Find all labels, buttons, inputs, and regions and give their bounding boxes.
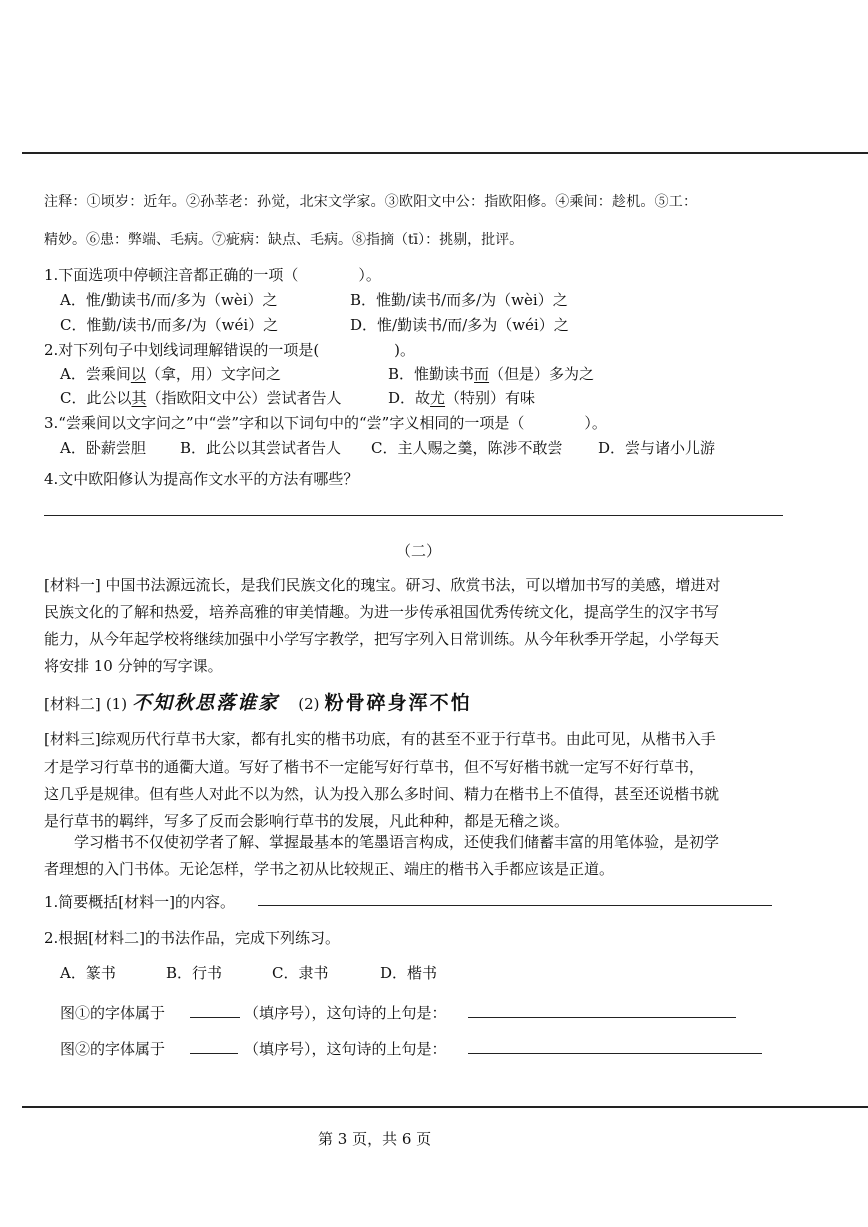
calligraphy-work-2: 粉骨碎身浑不怕 [324,692,472,714]
figure-1-prompt: 图①的字体属于 [60,1004,166,1022]
calligraphy-work-1: 不知秋思落谁家 [132,692,280,714]
material-2-label: [材料二] [44,695,101,713]
material-3-line-2: 才是学习行草书的通衢大道。写好了楷书不一定能写好行草书，但不写好楷书就一定写不好行草书， [44,758,705,776]
question-2-option-b [388,363,594,384]
option-c-gloss: （指欧阳文中公）尝试者告人 [146,389,342,407]
question-4-stem: 4.文中欧阳修认为提高作文水平的方法有哪些？ [44,470,359,488]
question-2-option-c [60,387,342,408]
script-option-b: B．行书 [166,964,223,982]
material-3-line-4: 是行草书的羁绊，写多了反而会影响行草书的发展，凡此种种，都是无稽之谈。 [44,812,570,830]
script-option-a: A．篆书 [60,964,116,982]
question-1-option-d: D．惟/勤读书/而/多为（wéi）之 [350,316,569,334]
notes-line-2: 精妙。⑥患：弊端、毛病。⑦疵病：缺点、毛病。⑧指摘（tī）：挑剔，批评。 [44,232,524,248]
material-3-line-3: 这几乎是规律。但有些人对此不以为然，认为投入那么多时间、精力在楷书上不值得，甚至还说楷书就 [44,785,720,803]
underlined-word: 而 [474,365,490,383]
figure-2-prompt: 图②的字体属于 [60,1040,166,1058]
figure-2-poem-blank[interactable] [468,1053,762,1054]
script-option-c: C．隶书 [272,964,329,982]
answer-line-1[interactable] [258,905,772,906]
question-2-option-d [388,387,535,408]
question-3-option-a: A．卧薪尝胆 [60,439,146,457]
question-1-option-b: B．惟勤/读书/而多/为（wèi）之 [350,291,568,309]
part-2-question-1-stem: 1.简要概括[材料一]的内容。 [44,893,236,911]
option-a-text: A．尝乘间 [60,365,131,383]
material-2-item-1-num: (1) [105,695,128,713]
question-1-stem: 1.下面选项中停顿注音都正确的一项（ ）。 [44,266,381,284]
section-divider [44,515,783,516]
option-b-gloss: （但是）多为之 [489,365,595,383]
part-2-question-2-stem: 2.根据[材料二]的书法作品，完成下列练习。 [44,929,341,947]
material-3-line-6: 者理想的入门书体。无论怎样，学书之初从比较规正、端庄的楷书入手都应该是正道。 [44,860,615,878]
figure-2-prompt-mid: （填序号），这句诗的上句是： [244,1040,447,1058]
question-1-option-a: A．惟/勤读书/而/多为（wèi）之 [60,291,278,309]
figure-2-number-blank[interactable] [190,1053,238,1054]
question-3-option-b: B．此公以其尝试者告人 [180,439,342,457]
material-1-line-3: 能力，从今年起学校将继续加强中小学写字教学，把写字列入日常训练。从今年秋季开学起，小学每天 [44,630,720,648]
underlined-word: 尤 [430,389,446,407]
question-3-option-d: D．尝与诸小儿游 [598,439,716,457]
top-rule [22,152,868,154]
question-3-stem: 3.“尝乘间以文字问之”中“尝”字和以下词句中的“尝”字义相同的一项是（ ）。 [44,414,607,432]
option-a-gloss: （拿，用）文字问之 [145,365,281,383]
option-b-text: B．惟勤读书 [388,365,475,383]
material-1-line-2: 民族文化的了解和热爱，培养高雅的审美情趣。为进一步传承祖国优秀传统文化，提高学生的汉字书写 [44,603,720,621]
question-1-option-c: C．惟勤/读书/而多/为（wéi）之 [60,316,279,334]
material-2 [44,688,472,715]
page-number: 第 3 页，共 6 页 [318,1130,432,1148]
material-1-line-4: 将安排 10 分钟的写字课。 [44,657,223,675]
section-2-title: （二） [396,542,442,560]
figure-1-poem-blank[interactable] [468,1017,736,1018]
underlined-word: 以 [130,365,146,383]
underlined-word: 其 [131,389,147,407]
option-d-gloss: （特别）有味 [445,389,536,407]
material-3-line-5: 学习楷书不仅使初学者了解、掌握最基本的笔墨语言构成，还使我们储蓄丰富的用笔体验，是初学 [74,833,720,851]
option-d-text: D．故 [388,389,431,407]
question-3-option-c: C．主人赐之羹，陈涉不敢尝 [371,439,563,457]
material-2-item-2-num: (2) [298,695,320,713]
bottom-rule [22,1106,868,1108]
question-2-option-a [60,363,281,384]
material-1-line-1: [材料一] 中国书法源远流长，是我们民族文化的瑰宝。研习、欣赏书法，可以增加书写的美感，增进对 [44,576,721,594]
notes-line-1: 注释：①顷岁：近年。②孙莘老：孙觉，北宋文学家。③欧阳文中公：指欧阳修。④乘间：趁机。⑤工： [44,194,698,210]
figure-1-number-blank[interactable] [190,1017,240,1018]
material-3-line-1: [材料三]综观历代行草书大家，都有扎实的楷书功底，有的甚至不亚于行草书。由此可见，从楷书入手 [44,730,716,748]
figure-1-prompt-mid: （填序号），这句诗的上句是： [244,1004,447,1022]
script-option-d: D．楷书 [380,964,438,982]
option-c-text: C．此公以 [60,389,132,407]
question-2-stem: 2.对下列句子中划线词理解错误的一项是( )。 [44,341,416,359]
